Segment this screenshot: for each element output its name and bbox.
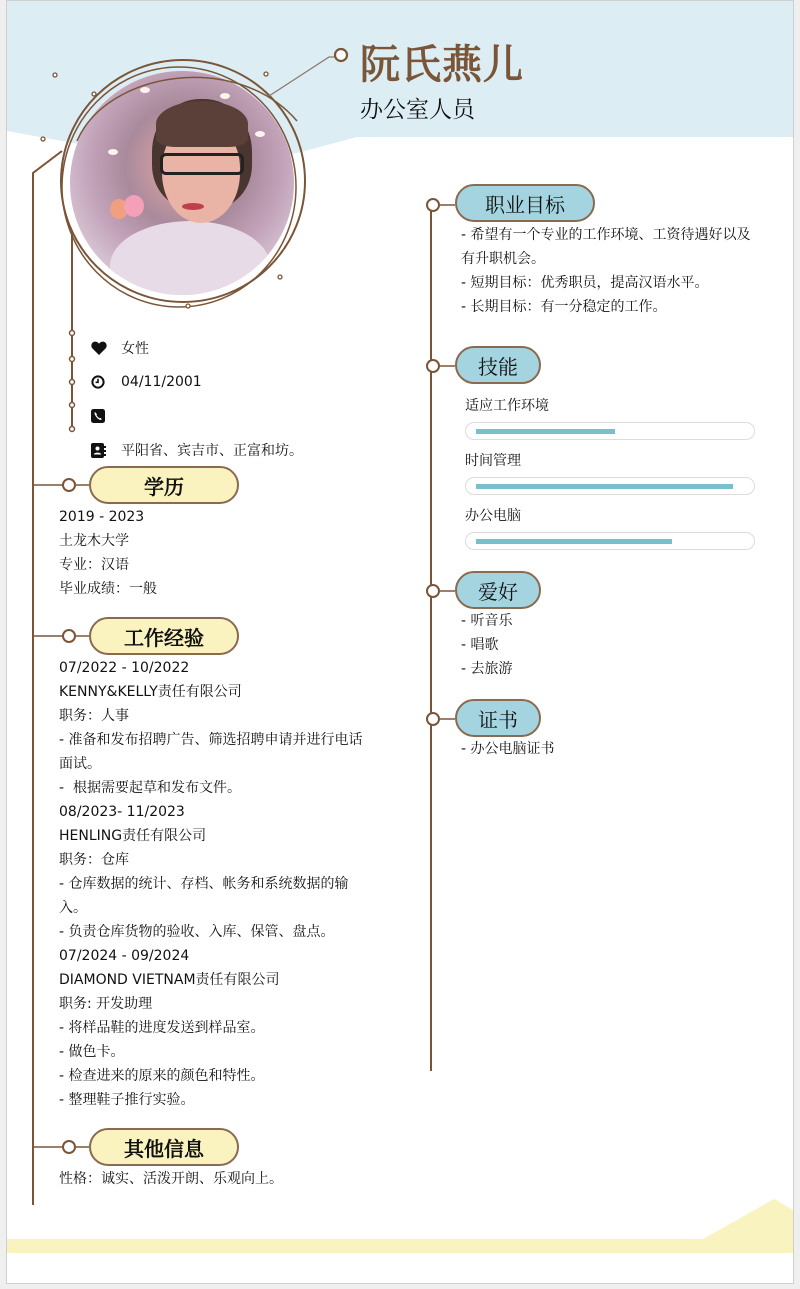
experience-line: 职务：人事 xyxy=(59,708,129,724)
experience-line: 入。 xyxy=(59,900,87,916)
education-details xyxy=(59,505,157,601)
education-line: 专业：汉语 xyxy=(59,557,129,573)
contact-list xyxy=(91,331,303,467)
experience-line: 面试。 xyxy=(59,756,101,772)
experience-title: 工作经验 xyxy=(124,625,204,650)
gender-text: 女性 xyxy=(121,341,149,357)
education-line: 毕业成绩：一般 xyxy=(59,581,157,597)
other-info-details xyxy=(59,1167,283,1191)
experience-line: HENLING责任有限公司 xyxy=(59,828,207,844)
objective-details xyxy=(461,223,751,319)
resume-page xyxy=(6,0,794,1284)
experience-line: - 仓库数据的统计、存档、帐务和系统数据的输 xyxy=(59,876,349,892)
objective-line: 有升职机会。 xyxy=(461,251,545,267)
skill-item xyxy=(465,394,755,440)
experience-line: 07/2024 - 09/2024 xyxy=(59,948,190,964)
skill-progress-track xyxy=(465,422,755,440)
clock-icon xyxy=(91,375,121,389)
address-text: 平阳省、宾吉市、正富和坊。 xyxy=(121,443,303,459)
experience-line: - 根据需要起草和发布文件。 xyxy=(59,780,241,796)
contact-gender xyxy=(91,331,303,365)
hobbies-details xyxy=(461,609,513,681)
skill-label: 时间管理 xyxy=(465,453,521,469)
skill-progress-fill xyxy=(476,429,615,434)
experience-line: 职务：仓库 xyxy=(59,852,129,868)
contact-address xyxy=(91,433,303,467)
section-header-certificates xyxy=(455,699,541,737)
objective-line: - 希望有一个专业的工作环境、工资待遇好以及 xyxy=(461,227,751,243)
profile-photo xyxy=(70,71,294,295)
skill-progress-track xyxy=(465,477,755,495)
objective-line: - 短期目标：优秀职员，提高汉语水平。 xyxy=(461,275,709,291)
skill-progress-fill xyxy=(476,484,733,489)
candidate-name: 阮氏燕儿 xyxy=(360,42,524,88)
skill-label: 适应工作环境 xyxy=(465,398,549,414)
objective-line: - 长期目标：有一分稳定的工作。 xyxy=(461,299,667,315)
other-info-title: 其他信息 xyxy=(124,1136,204,1161)
experience-line: - 做色卡。 xyxy=(59,1044,125,1060)
hobby-line: - 听音乐 xyxy=(461,613,513,629)
experience-line: - 将样品鞋的进度发送到样品室。 xyxy=(59,1020,265,1036)
experience-line: - 整理鞋子推行实验。 xyxy=(59,1092,195,1108)
education-title: 学历 xyxy=(144,474,184,499)
hobbies-title: 爱好 xyxy=(478,579,518,604)
skill-progress-track xyxy=(465,532,755,550)
objective-title: 职业目标 xyxy=(485,192,565,217)
contact-birthdate xyxy=(91,365,303,399)
experience-line: KENNY&KELLY责任有限公司 xyxy=(59,684,242,700)
education-line: 土龙木大学 xyxy=(59,533,129,549)
contact-phone xyxy=(91,399,303,433)
footer-decoration xyxy=(7,1193,794,1283)
section-header-other-info xyxy=(89,1128,239,1166)
experience-line: 08/2023- 11/2023 xyxy=(59,804,185,820)
other-info-line: 性格：诚实、活泼开朗、乐观向上。 xyxy=(59,1171,283,1187)
section-header-education xyxy=(89,466,239,504)
experience-line: 07/2022 - 10/2022 xyxy=(59,660,190,676)
certificate-line: - 办公电脑证书 xyxy=(461,741,555,757)
skill-item xyxy=(465,504,755,550)
education-line: 2019 - 2023 xyxy=(59,509,145,525)
skill-label: 办公电脑 xyxy=(465,508,521,524)
contact-card-icon xyxy=(91,443,121,458)
section-header-skills xyxy=(455,346,541,384)
skill-progress-fill xyxy=(476,539,672,544)
certificates-title: 证书 xyxy=(478,707,518,732)
hobby-line: - 唱歌 xyxy=(461,637,499,653)
experience-line: - 检查进来的原来的颜色和特性。 xyxy=(59,1068,265,1084)
skill-item xyxy=(465,449,755,495)
experience-details xyxy=(59,656,363,1112)
experience-line: 职务: 开发助理 xyxy=(59,996,153,1012)
experience-line: - 准备和发布招聘广告、筛选招聘申请并进行电话 xyxy=(59,732,363,748)
experience-line: DIAMOND VIETNAM责任有限公司 xyxy=(59,972,280,988)
job-title: 办公室人员 xyxy=(360,97,475,123)
hobby-line: - 去旅游 xyxy=(461,661,513,677)
phone-icon xyxy=(91,409,121,423)
skills-title: 技能 xyxy=(478,354,518,379)
certificates-details xyxy=(461,737,555,761)
section-header-objective xyxy=(455,184,595,222)
experience-line: - 负责仓库货物的验收、入库、保管、盘点。 xyxy=(59,924,335,940)
section-header-experience xyxy=(89,617,239,655)
birthdate-text: 04/11/2001 xyxy=(121,374,202,390)
section-header-hobbies xyxy=(455,571,541,609)
heart-icon xyxy=(91,341,121,355)
